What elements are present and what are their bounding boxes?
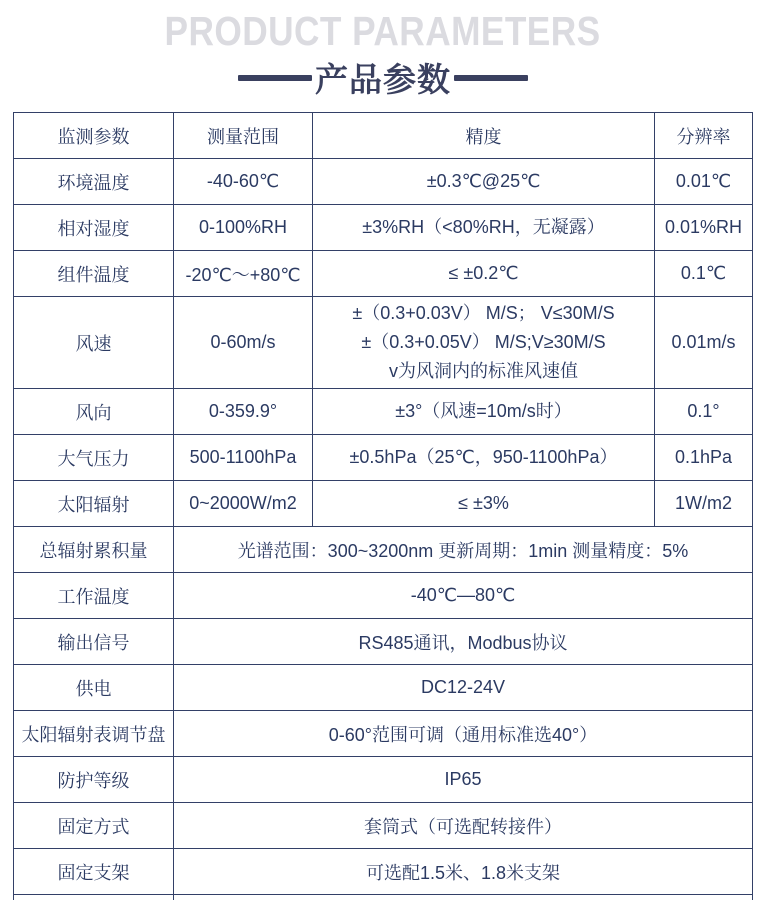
param-resolution-cell: 0.1℃ (655, 251, 753, 297)
spec-name-cell: 工作温度 (14, 573, 174, 619)
table-row (14, 159, 753, 205)
column-header-parameter: 监测参数 (14, 113, 174, 159)
param-resolution-cell: 0.01℃ (655, 159, 753, 205)
spec-value-cell: 光谱范围：300~3200nm 更新周期：1min 测量精度：5% (174, 527, 753, 573)
param-name-cell: 风向 (14, 389, 174, 435)
page-title-zh-text: 产品参数 (315, 61, 451, 98)
spec-name-cell: 固定方式 (14, 803, 174, 849)
spec-value-cell: IP65 (174, 757, 753, 803)
spec-name-cell: 固定支架 (14, 849, 174, 895)
table-row (14, 389, 753, 435)
table-row-clipped (14, 895, 753, 900)
accuracy-line: ≤ ±3% (458, 493, 509, 513)
page-title-zh (0, 54, 766, 101)
spec-value-cell (174, 895, 753, 900)
spec-name-cell (14, 895, 174, 900)
spec-value-cell: 可选配1.5米、1.8米支架 (174, 849, 753, 895)
table-row (14, 251, 753, 297)
param-name-cell: 相对湿度 (14, 205, 174, 251)
param-name-cell: 太阳辐射 (14, 481, 174, 527)
param-accuracy-cell (313, 251, 655, 297)
parameters-table (13, 112, 753, 900)
param-accuracy-cell (313, 159, 655, 205)
param-accuracy-cell (313, 297, 655, 389)
column-header-range: 测量范围 (174, 113, 313, 159)
spec-name-cell: 供电 (14, 665, 174, 711)
spec-value-cell: RS485通讯，Modbus协议 (174, 619, 753, 665)
spec-value-cell: -40℃—80℃ (174, 573, 753, 619)
page-title-en (0, 8, 766, 55)
title-dash-right (454, 75, 528, 81)
table-row (14, 665, 753, 711)
param-resolution-cell: 0.1° (655, 389, 753, 435)
accuracy-line: ±（0.3+0.05V） M/S;V≥30M/S (361, 332, 606, 352)
spec-value-cell: 套筒式（可选配转接件） (174, 803, 753, 849)
table-row (14, 481, 753, 527)
accuracy-line: ±3°（风速=10m/s时） (395, 401, 572, 421)
spec-value-cell: 0-60°范围可调（通用标准选40°） (174, 711, 753, 757)
accuracy-line: ±0.5hPa（25℃，950-1100hPa） (349, 447, 618, 467)
table-row (14, 711, 753, 757)
table-header-row (14, 113, 753, 159)
param-range-cell: 0~2000W/m2 (174, 481, 313, 527)
spec-value-cell: DC12-24V (174, 665, 753, 711)
param-range-cell: -40-60℃ (174, 159, 313, 205)
table-row (14, 205, 753, 251)
accuracy-line: ±（0.3+0.03V） M/S； V≤30M/S (352, 303, 615, 323)
spec-name-cell: 太阳辐射表调节盘 (14, 711, 174, 757)
spec-name-cell: 防护等级 (14, 757, 174, 803)
param-name-cell: 风速 (14, 297, 174, 389)
spec-name-cell: 输出信号 (14, 619, 174, 665)
spec-name-cell: 总辐射累积量 (14, 527, 174, 573)
column-header-resolution: 分辨率 (655, 113, 753, 159)
accuracy-line: v为风洞内的标准风速值 (389, 361, 578, 381)
table-row (14, 527, 753, 573)
table-row (14, 757, 753, 803)
page-title-en-text: PRODUCT PARAMETERS (164, 8, 602, 54)
param-range-cell: 0-100%RH (174, 205, 313, 251)
table-row (14, 297, 753, 389)
param-range-cell: -20℃～+80℃ (174, 251, 313, 297)
param-range-cell: 500-1100hPa (174, 435, 313, 481)
param-range-cell: 0-359.9° (174, 389, 313, 435)
param-accuracy-cell (313, 481, 655, 527)
table-row (14, 435, 753, 481)
table-row (14, 573, 753, 619)
table-row (14, 849, 753, 895)
title-dash-left (238, 75, 312, 81)
param-resolution-cell: 1W/m2 (655, 481, 753, 527)
table-row (14, 619, 753, 665)
param-name-cell: 环境温度 (14, 159, 174, 205)
param-accuracy-cell (313, 205, 655, 251)
column-header-accuracy: 精度 (313, 113, 655, 159)
param-accuracy-cell (313, 389, 655, 435)
param-resolution-cell: 0.1hPa (655, 435, 753, 481)
accuracy-line: ±3%RH（<80%RH，无凝露） (362, 217, 605, 237)
param-name-cell: 组件温度 (14, 251, 174, 297)
param-resolution-cell: 0.01%RH (655, 205, 753, 251)
param-name-cell: 大气压力 (14, 435, 174, 481)
accuracy-line: ±0.3℃@25℃ (426, 171, 541, 191)
accuracy-line: ≤ ±0.2℃ (448, 263, 519, 283)
param-accuracy-cell (313, 435, 655, 481)
param-range-cell: 0-60m/s (174, 297, 313, 389)
table-row (14, 803, 753, 849)
param-resolution-cell: 0.01m/s (655, 297, 753, 389)
